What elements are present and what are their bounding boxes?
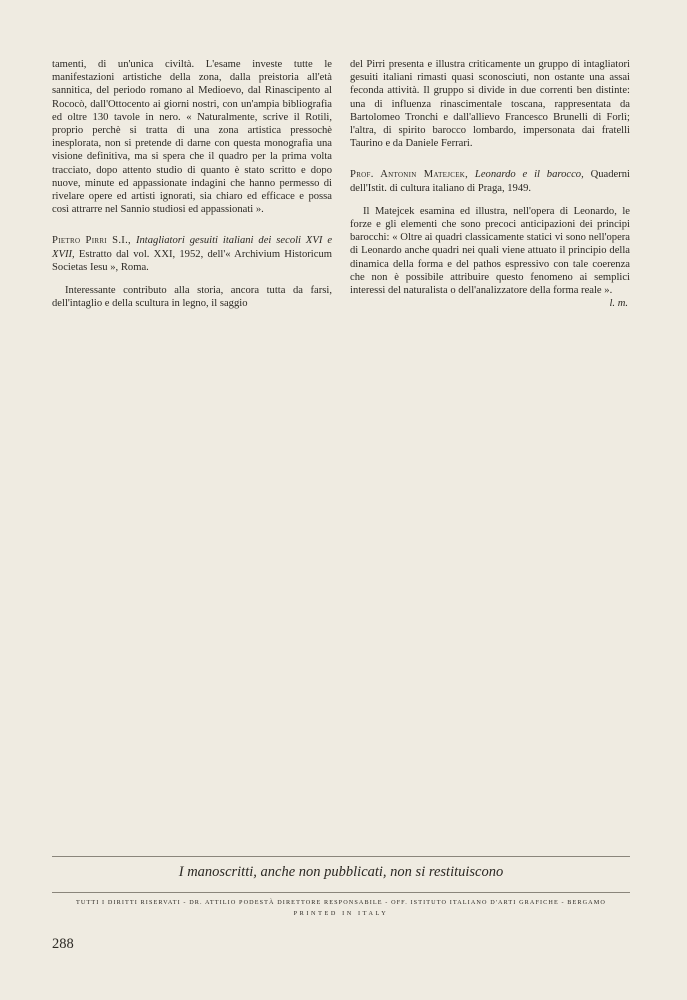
- left-column: [52, 58, 332, 310]
- right-column: [350, 58, 630, 310]
- review-matejcek-citation: [350, 168, 630, 194]
- review-author: Pietro Pirri S.I.,: [52, 235, 132, 247]
- review-details: Estratto dal vol. XXI, 1952, dell'« Archivium Historicum Societas Iesu », Roma.: [52, 248, 332, 273]
- review-pirri-citation: [52, 234, 332, 274]
- review-title: Intagliatori gesuiti italiani dei secoli XVI e XVII,: [52, 235, 333, 260]
- divider-top: [52, 856, 630, 857]
- review-author: Prof. Antonin Matejcek,: [350, 169, 469, 181]
- divider-bottom: [52, 892, 630, 893]
- footer-printed: PRINTED IN ITALY: [293, 910, 389, 917]
- page-number: 288: [52, 936, 74, 952]
- review-details: Quaderni dell'Istit. di cultura italiano di Praga, 1949.: [350, 169, 630, 194]
- right-paragraph-1: del Pirri presenta e illustra criticamente un gruppo di intagliatori gesuiti italiani rimasti quasi sconosciuti, non ostante una assai feconda attività. Il gruppo si divide in due correnti ben distinte: una di influenza rinascimentale toscana, rappresentata da Bartolomeo Tronchi e dall'allievo Francesco Brunelli di Forlì; l'altra, di spirito barocco lombardo, impersonata dai fratelli Taurino e da Daniele Ferrari.: [350, 59, 630, 150]
- footer-rights: TUTTI I DIRITTI RISERVATI - DR. ATTILIO PODESTÀ DIRETTORE RESPONSABILE - OFF. ISTITUTO ITALIANO D'ARTI GRAFICHE - BERGAMO: [76, 899, 606, 906]
- left-paragraph-2: Interessante contributo alla storia, ancora tutta da farsi, dell'intaglio e della scultura in legno, il saggio: [52, 285, 332, 310]
- right-paragraph-2: Il Matejcek esamina ed illustra, nell'opera di Leonardo, le forze e gli elementi che sono precoci anticipazioni dei principi barocchi: « Oltre ai quadri classicamente statici vi sono nell'opera di Leonardo anche quadri nei quali viene attuato il principio della dinamica della forma e del pathos espressivo con tale coerenza che non è possibile attribuire questo fenomeno ai semplici interessi del naturalista o dell'analizzatore della forma reale ».: [350, 205, 630, 297]
- review-title: Leonardo e il barocco,: [474, 169, 584, 181]
- manuscript-notice: I manoscritti, anche non pubblicati, non si restituiscono: [178, 864, 504, 880]
- left-paragraph-1: tamenti, di un'unica civiltà. L'esame investe tutte le manifestazioni artistiche della zona, dalla preistoria all'età sannitica, del periodo romano al Medioevo, dal Rinascipento al Rococò, dall'Ottocento ai giorni nostri, con un'ampia bibliografia ed oltre 130 tavole in nero. « Naturalmente, scrive il Rotili, proprio perchè si tratta di una zona artistica pressochè inesplorata, non si pretende di darne con questa monografia una visione definitiva, ma si spera che il quadro per la prima volta tracciato, dopo attento studio di quanto è stato scritto e dopo nuove, minute ed appassionate indagini che hanno permesso di rivelare opere ed artisti ignorati, sia chiaro ed efficace e possa così attrarre nel Sannio studiosi ed appassionati ».: [52, 59, 332, 216]
- signature: l. m.: [609, 298, 628, 310]
